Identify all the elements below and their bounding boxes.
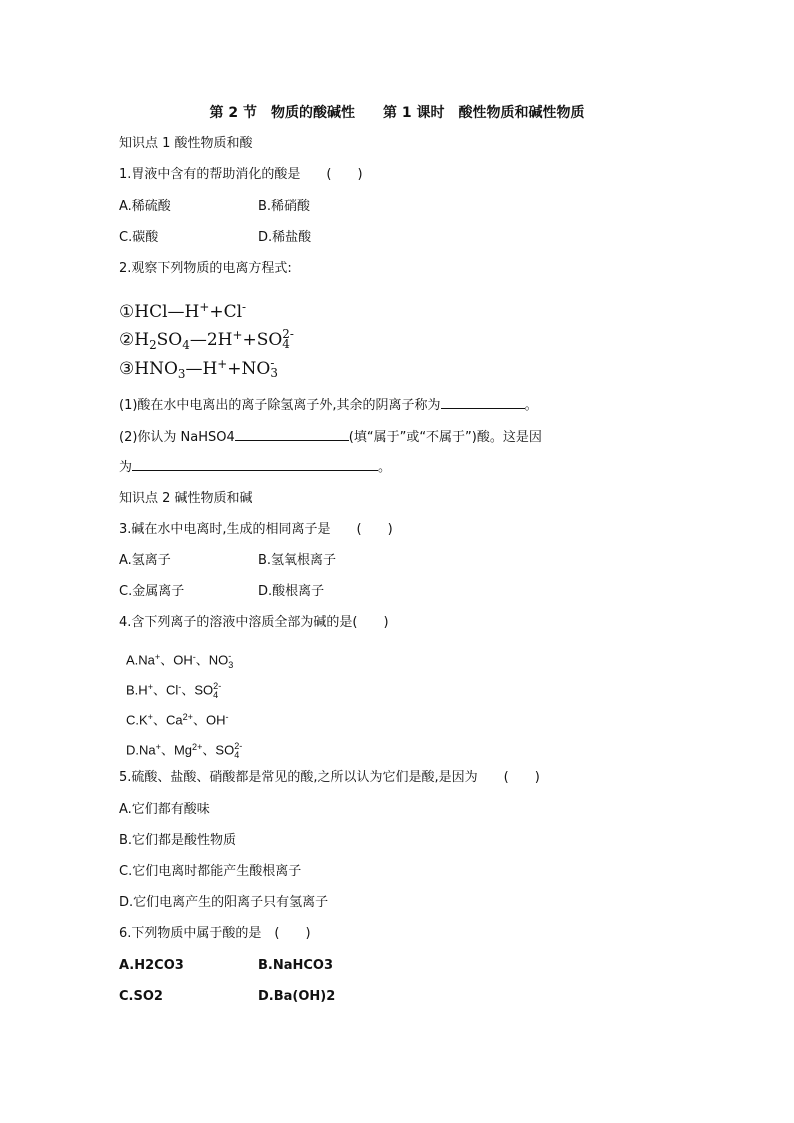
option-d-ion-2: Mg bbox=[173, 742, 193, 758]
option-b-sub-3: 4 bbox=[213, 689, 219, 700]
option-a-charge-3: - bbox=[228, 651, 232, 662]
question-3-stem: 3.碱在水中电离时,生成的相同离子是 ( ) bbox=[119, 522, 393, 537]
equation-1-product-2: Cl bbox=[223, 301, 243, 322]
option-c-charge-2: 2+ bbox=[182, 712, 193, 722]
question-2-stem: 2.观察下列物质的电离方程式: bbox=[119, 261, 292, 276]
equation-3 bbox=[119, 353, 280, 385]
equation-2 bbox=[119, 324, 292, 356]
option-a-sep-2: 、 bbox=[195, 652, 209, 668]
equation-3-charge-1: + bbox=[217, 357, 228, 371]
equation-2-lhs-sub: 2 bbox=[149, 338, 157, 353]
equation-2-charge-1: + bbox=[232, 328, 243, 342]
option-a-ion-2: OH bbox=[173, 652, 193, 668]
question-1-option-a: A.稀硫酸 bbox=[119, 199, 171, 214]
option-b-ion-3: SO bbox=[194, 682, 214, 698]
question-6-option-a: A.H2CO3 bbox=[119, 958, 184, 973]
equation-2-lhs: H bbox=[134, 329, 150, 350]
equation-1-lhs: HCl bbox=[134, 301, 168, 322]
equation-1 bbox=[119, 296, 246, 323]
option-d-sep-1: 、 bbox=[160, 742, 174, 758]
question-4-option-b bbox=[126, 678, 220, 700]
equation-3-arrow: — bbox=[185, 358, 203, 379]
page-title: 第 2 节 物质的酸碱性 第 1 课时 酸性物质和碱性物质 bbox=[209, 105, 585, 121]
option-d-charge-1: + bbox=[155, 742, 161, 752]
equation-3-plus: + bbox=[227, 358, 242, 379]
option-d-charge-2: 2+ bbox=[192, 742, 203, 752]
option-b-label: B. bbox=[126, 682, 139, 698]
option-d-ion-3: SO bbox=[215, 742, 235, 758]
option-a-sub-3: 3 bbox=[228, 659, 234, 670]
equation-2-product-1: 2H bbox=[206, 329, 233, 350]
equation-1-product-1: H bbox=[184, 301, 200, 322]
option-a-charge-1: + bbox=[154, 652, 161, 662]
option-b-charge-1: + bbox=[147, 682, 153, 692]
question-1-option-c: C.碳酸 bbox=[119, 230, 159, 245]
option-c-charge-3: - bbox=[225, 712, 229, 722]
question-3-option-c: C.金属离子 bbox=[119, 584, 185, 599]
option-a-charge-2: - bbox=[192, 652, 196, 662]
equation-1-charge-2: - bbox=[242, 300, 247, 314]
section-heading-2: 知识点 2 碱性物质和碱 bbox=[119, 491, 253, 506]
equation-2-arrow: — bbox=[189, 329, 207, 350]
question-4-option-a bbox=[126, 648, 235, 670]
section-heading-1: 知识点 1 酸性物质和酸 bbox=[119, 136, 253, 151]
question-6-option-d: D.Ba(OH)2 bbox=[258, 989, 336, 1004]
question-2-part-2-end: 。 bbox=[378, 460, 392, 475]
option-a-scripts bbox=[228, 651, 235, 670]
equation-3-sub-2: 3 bbox=[270, 366, 278, 381]
question-4-option-c bbox=[126, 708, 229, 730]
question-2-part-2-mid: (填“属于”或“不属于”)酸。这是因 bbox=[348, 430, 542, 445]
equation-2-sulfate-scripts bbox=[282, 326, 294, 352]
equation-1-number: ① bbox=[119, 301, 135, 322]
equation-2-product-2: SO bbox=[256, 329, 283, 350]
option-b-scripts bbox=[213, 681, 222, 700]
option-b-sep-1: 、 bbox=[153, 682, 167, 698]
equation-2-sub-2: 4 bbox=[282, 337, 290, 352]
equation-2-plus: + bbox=[242, 329, 257, 350]
option-a-ion-3: NO bbox=[208, 652, 229, 668]
question-2-part-1-end: 。 bbox=[524, 398, 538, 413]
question-2-part-2-line-2-text: 为 bbox=[119, 460, 133, 475]
question-2-part-2 bbox=[119, 428, 542, 447]
option-b-charge-3: 2- bbox=[213, 681, 222, 692]
option-a-ion-1: Na bbox=[138, 652, 155, 668]
option-a-label: A. bbox=[126, 652, 139, 668]
equation-3-number: ③ bbox=[119, 358, 135, 379]
answer-blank-3[interactable] bbox=[132, 458, 378, 471]
question-6-option-c: C.SO2 bbox=[119, 989, 163, 1004]
question-2-part-1 bbox=[119, 396, 538, 415]
question-5-option-a: A.它们都有酸味 bbox=[119, 802, 210, 817]
question-3-option-b: B.氢氧根离子 bbox=[258, 553, 337, 568]
question-4-option-d bbox=[126, 738, 241, 760]
equation-1-charge-1: + bbox=[199, 300, 210, 314]
option-b-charge-2: - bbox=[178, 682, 182, 692]
question-5-stem: 5.硫酸、盐酸、硝酸都是常见的酸,之所以认为它们是酸,是因为 ( ) bbox=[119, 770, 540, 785]
option-c-ion-2: Ca bbox=[166, 712, 183, 728]
option-a-sep-1: 、 bbox=[160, 652, 174, 668]
option-c-ion-3: OH bbox=[206, 712, 226, 728]
equation-3-product-1: H bbox=[202, 358, 218, 379]
question-5-option-b: B.它们都是酸性物质 bbox=[119, 833, 237, 848]
option-d-charge-3: 2- bbox=[234, 741, 243, 752]
question-5-option-d: D.它们电离产生的阳离子只有氢离子 bbox=[119, 895, 329, 910]
answer-blank-1[interactable] bbox=[441, 396, 525, 409]
equation-2-number: ② bbox=[119, 329, 135, 350]
equation-3-product-2: NO bbox=[241, 358, 271, 379]
question-2-part-2-line-2 bbox=[119, 458, 391, 477]
question-2-part-2-text: (2)你认为 NaHSO4 bbox=[119, 430, 235, 445]
question-6-stem: 6.下列物质中属于酸的是 ( ) bbox=[119, 926, 311, 941]
equation-2-lhs-sub-2: 4 bbox=[182, 338, 190, 353]
question-3-option-d: D.酸根离子 bbox=[258, 584, 325, 599]
option-d-ion-1: Na bbox=[139, 742, 156, 758]
option-c-ion-1: K bbox=[139, 712, 148, 728]
equation-1-plus: + bbox=[209, 301, 224, 322]
option-d-sep-2: 、 bbox=[202, 742, 216, 758]
equation-2-charge-2: 2- bbox=[282, 326, 294, 341]
equation-3-lhs-sub: 3 bbox=[177, 367, 186, 382]
option-b-ion-2: Cl bbox=[166, 682, 179, 698]
question-1-stem: 1.胃液中含有的帮助消化的酸是 ( ) bbox=[119, 167, 363, 182]
question-1-option-d: D.稀盐酸 bbox=[258, 230, 312, 245]
equation-3-nitrate-scripts bbox=[270, 355, 279, 381]
option-c-charge-1: + bbox=[147, 712, 153, 722]
option-c-label: C. bbox=[126, 712, 139, 728]
option-d-label: D. bbox=[126, 742, 139, 758]
question-2-part-1-text: (1)酸在水中电离出的离子除氢离子外,其余的阴离子称为 bbox=[119, 398, 441, 413]
question-6-option-b: B.NaHCO3 bbox=[258, 958, 334, 973]
question-5-option-c: C.它们电离时都能产生酸根离子 bbox=[119, 864, 302, 879]
equation-1-arrow: — bbox=[167, 301, 185, 322]
question-1-option-b: B.稀硝酸 bbox=[258, 199, 311, 214]
answer-blank-2[interactable] bbox=[235, 428, 349, 441]
option-b-sep-2: 、 bbox=[181, 682, 195, 698]
question-4-stem: 4.含下列离子的溶液中溶质全部为碱的是( ) bbox=[119, 615, 389, 630]
equation-3-lhs: HNO bbox=[134, 358, 178, 379]
option-c-sep-1: 、 bbox=[152, 712, 166, 728]
equation-2-lhs-rest: SO bbox=[156, 329, 183, 350]
option-d-scripts bbox=[234, 741, 243, 760]
option-c-sep-2: 、 bbox=[193, 712, 207, 728]
question-3-option-a: A.氢离子 bbox=[119, 553, 171, 568]
equation-3-charge-2: - bbox=[270, 355, 275, 370]
option-b-ion-1: H bbox=[138, 682, 148, 698]
option-d-sub-3: 4 bbox=[234, 749, 240, 760]
